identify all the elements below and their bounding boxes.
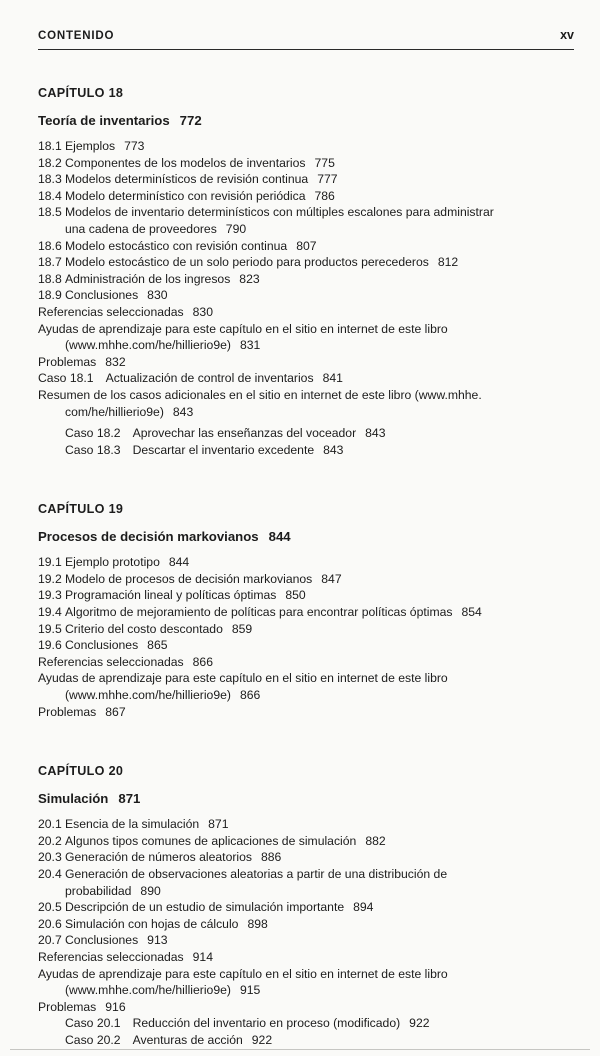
toc-entry [38, 155, 575, 172]
entry-page: 898 [247, 916, 268, 931]
entry-page: 914 [192, 949, 213, 964]
toc-entry [38, 254, 575, 271]
entry-text: Ayudas de aprendizaje para este capítulo en el sitio en internet de este libro [38, 966, 448, 981]
toc-entry [38, 387, 575, 404]
chapter-title-page: 871 [118, 791, 141, 807]
toc-entry [38, 916, 575, 933]
chapter-title-text: Teoría de inventarios [38, 113, 170, 128]
chapter-block [38, 86, 575, 458]
toc-entry [38, 171, 575, 188]
entry-number: 20.6 [38, 916, 62, 931]
chapter-title-page: 844 [268, 529, 291, 545]
chapter-entries [38, 138, 575, 458]
chapter-label: CAPÍTULO 19 [38, 502, 124, 517]
toc-content [38, 86, 575, 1049]
entry-number: 18.2 [38, 155, 62, 170]
toc-entry [38, 304, 575, 321]
chapter-title-page: 772 [179, 113, 202, 128]
entry-text: Ejemplos [65, 139, 116, 153]
entry-text: Criterio del costo descontado [65, 621, 223, 636]
toc-entry [38, 287, 575, 304]
entry-page: 844 [168, 555, 190, 570]
entry-text: Problemas [38, 704, 97, 719]
entry-page: 777 [317, 172, 338, 187]
entry-number: Caso 18.3 [65, 442, 121, 457]
entry-number: 18.3 [38, 172, 62, 187]
toc-entry [38, 370, 575, 387]
entry-number: 18.7 [38, 255, 62, 270]
chapter-label: CAPÍTULO 20 [38, 764, 124, 779]
entry-text: Descripción de un estudio de simulación importante [65, 900, 345, 915]
entry-number: 20.3 [38, 850, 62, 865]
entry-page: 882 [365, 833, 386, 848]
entry-text: (www.mhhe.com/he/hillierio9e) [65, 338, 231, 353]
entry-text: una cadena de proveedores [65, 221, 217, 236]
entry-text: Problemas [38, 354, 97, 369]
entry-page: 775 [314, 155, 335, 170]
entry-text: Modelo estocástico con revisión continua [65, 238, 288, 253]
entry-number: 20.5 [38, 900, 62, 915]
chapter-label: CAPÍTULO 18 [38, 86, 124, 100]
entry-text: Referencias seleccionadas [38, 654, 184, 669]
toc-entry-continuation [38, 687, 575, 704]
toc-entry [38, 238, 575, 255]
entry-text: Ejemplo prototipo [65, 555, 160, 570]
entry-text: Algunos tipos comunes de aplicaciones de simulación [65, 833, 357, 848]
entry-number: 18.6 [38, 238, 62, 253]
entry-number: Caso 18.2 [65, 426, 121, 441]
entry-page: 915 [239, 983, 261, 998]
entry-text: Algoritmo de mejoramiento de políticas para encontrar políticas óptimas [65, 605, 453, 620]
entry-text: Problemas [38, 999, 97, 1014]
entry-text: Esencia de la simulación [65, 817, 200, 832]
entry-page: 773 [124, 139, 145, 153]
toc-entry [38, 704, 575, 721]
entry-number: Caso 20.2 [65, 1032, 121, 1047]
chapter-title [38, 791, 575, 806]
chapter-entries [38, 816, 575, 1048]
entry-page: 859 [231, 621, 253, 636]
toc-entry [38, 899, 575, 916]
toc-entry [38, 654, 575, 671]
entry-page: 871 [208, 817, 229, 832]
toc-entry [38, 1032, 575, 1049]
entry-page: 913 [147, 933, 168, 948]
toc-entry [38, 1015, 575, 1032]
toc-entry [38, 604, 575, 621]
entry-text: Ayudas de aprendizaje para este capítulo en el sitio en internet de este libro [38, 321, 448, 336]
toc-entry-continuation [38, 883, 575, 900]
entry-page: 847 [321, 571, 342, 586]
entry-number: 19.4 [38, 605, 62, 620]
entry-text: Reducción del inventario en proceso (modificado) [132, 1016, 401, 1031]
entry-page: 890 [140, 883, 161, 898]
entry-text: Programación lineal y políticas óptimas [65, 588, 277, 603]
entry-page: 830 [147, 288, 168, 303]
toc-entry [38, 442, 575, 459]
entry-number: 18.4 [38, 188, 62, 203]
entry-page: 850 [285, 588, 306, 603]
entry-text: Conclusiones [65, 638, 139, 653]
entry-text: Ayudas de aprendizaje para este capítulo en el sitio en internet de este libro [38, 671, 448, 686]
entry-text: Modelos de inventario determinísticos con múltiples escalones para administrar [65, 205, 494, 220]
entry-number: 19.6 [38, 638, 62, 653]
entry-number: 20.2 [38, 833, 62, 848]
entry-page: 843 [323, 442, 344, 457]
entry-page: 894 [353, 900, 374, 915]
chapter-title [38, 529, 575, 544]
entry-page: 823 [239, 271, 260, 286]
toc-entry [38, 949, 575, 966]
toc-entry [38, 966, 575, 983]
entry-text: Conclusiones [65, 288, 139, 303]
entry-page: 866 [192, 654, 213, 669]
entry-number: 20.7 [38, 933, 62, 948]
entry-page: 841 [322, 371, 343, 386]
entry-text: Modelo determinístico con revisión periódica [65, 188, 306, 203]
entry-text: Administración de los ingresos [65, 271, 231, 286]
entry-text: Modelo estocástico de un solo periodo para productos perecederos [65, 255, 429, 270]
entry-page: 922 [409, 1016, 430, 1031]
page-number: xv [560, 28, 574, 42]
entry-text: Aventuras de acción [132, 1032, 243, 1047]
toc-entry [38, 554, 575, 571]
entry-number: 20.1 [38, 817, 62, 832]
entry-text: Actualización de control de inventarios [105, 371, 314, 386]
entry-text: Conclusiones [65, 933, 139, 948]
toc-entry-continuation [38, 337, 575, 354]
entry-page: 867 [105, 704, 126, 719]
chapter-entries [38, 554, 575, 720]
toc-entry [38, 637, 575, 654]
toc-entry [38, 816, 575, 833]
page-header [38, 28, 574, 50]
entry-text: Simulación con hojas de cálculo [65, 916, 239, 931]
toc-entry [38, 204, 575, 221]
entry-page: 807 [296, 238, 317, 253]
entry-text: Modelo de procesos de decisión markovianos [65, 571, 313, 586]
entry-page: 830 [192, 304, 213, 319]
entry-number: Caso 18.1 [38, 371, 94, 386]
toc-entry-continuation [38, 404, 575, 421]
entry-number: Caso 20.1 [65, 1016, 121, 1031]
entry-number: 18.9 [38, 288, 62, 303]
entry-page: 886 [260, 850, 282, 865]
toc-entry [38, 833, 575, 850]
chapter-block [38, 502, 575, 720]
entry-text: Referencias seleccionadas [38, 304, 184, 319]
chapter-block [38, 764, 575, 1048]
running-head: CONTENIDO [38, 30, 115, 42]
toc-entry [38, 849, 575, 866]
toc-entry [38, 354, 575, 371]
entry-text: Generación de números aleatorios [65, 850, 252, 865]
chapter-title-text: Simulación [38, 791, 109, 807]
chapter-title-text: Procesos de decisión markovianos [38, 529, 259, 545]
entry-page: 786 [314, 188, 335, 203]
toc-entry [38, 321, 575, 338]
entry-number: 18.1 [38, 139, 62, 153]
entry-page: 916 [105, 999, 126, 1014]
toc-entry [38, 271, 575, 288]
toc-entry-continuation [38, 982, 575, 999]
scan-bottom-edge [10, 1049, 590, 1050]
toc-entry [38, 670, 575, 687]
entry-page: 812 [437, 255, 459, 270]
toc-entry [38, 866, 575, 883]
entry-number: 19.1 [38, 555, 62, 570]
entry-number: 18.8 [38, 271, 62, 286]
entry-page: 790 [225, 221, 247, 236]
entry-number: 19.2 [38, 571, 62, 586]
entry-page: 831 [239, 338, 261, 353]
entry-page: 843 [365, 426, 386, 441]
entry-number: 19.3 [38, 588, 62, 603]
toc-entry [38, 188, 575, 205]
entry-text: (www.mhhe.com/he/hillierio9e) [65, 983, 231, 998]
entry-text: probabilidad [65, 883, 132, 898]
entry-page: 854 [461, 605, 482, 620]
toc-entry [38, 621, 575, 638]
entry-text: com/he/hillierio9e) [65, 404, 164, 419]
entry-page: 832 [105, 354, 126, 369]
entry-text: (www.mhhe.com/he/hillierio9e) [65, 688, 231, 703]
toc-entry [38, 571, 575, 588]
entry-text: Generación de observaciones aleatorias a partir de una distribución de [65, 867, 448, 881]
entry-number: 19.5 [38, 621, 62, 636]
entry-number: 20.4 [38, 867, 62, 881]
toc-entry [38, 425, 575, 442]
entry-text: Resumen de los casos adicionales en el sitio en internet de este libro (www.mhhe. [38, 387, 482, 402]
toc-entry [38, 999, 575, 1016]
entry-number: 18.5 [38, 205, 62, 220]
entry-page: 843 [172, 404, 194, 419]
toc-entry-continuation [38, 221, 575, 238]
entry-text: Referencias seleccionadas [38, 949, 184, 964]
entry-page: 922 [251, 1032, 273, 1047]
entry-text: Aprovechar las enseñanzas del voceador [132, 426, 357, 441]
entry-text: Componentes de los modelos de inventarios [65, 155, 306, 170]
entry-text: Descartar el inventario excedente [132, 442, 315, 457]
toc-entry [38, 587, 575, 604]
toc-entry [38, 138, 575, 155]
chapter-title [38, 113, 575, 128]
entry-text: Modelos determinísticos de revisión continua [65, 172, 309, 187]
entry-page: 866 [239, 688, 261, 703]
toc-entry [38, 932, 575, 949]
entry-page: 865 [147, 638, 168, 653]
